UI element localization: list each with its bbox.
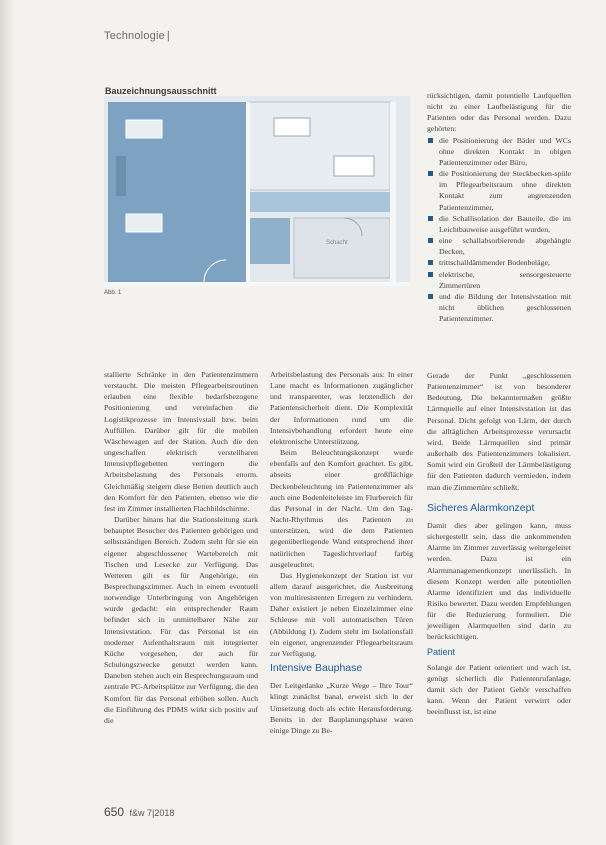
- list-item: die Positionierung der Steckbecken-spüle im Pflegearbeitsraum ohne direkten Kontakt zum angrenzenden Patientenzimmer,: [427, 168, 571, 213]
- bed-left-top: [126, 120, 162, 138]
- section-heading-bauphase: Intensive Bauphase: [270, 662, 363, 675]
- header-section: Technologie: [104, 30, 165, 42]
- text-column-3-top: [427, 90, 571, 324]
- running-header: [104, 30, 172, 42]
- col3-paragraph: Gerade der Punkt „geschlossenen Patientenzimmer“ ist von besonderer Bedeutung. Die bekanntermaßen größte Lärmquelle auf einer Intensivstation ist das Personal. Dicht gefolgt von Lärm, der durch die alltäglichen Arbeitsprozesse verursacht wird. Beide Lärmquellen sind primär außerhalb des Patientenzimmers lokalisiert. Somit wird ein Großteil der Lärmbelästigung für den Patienten dadurch vermieden, indem man die Zimmertüre schließt.: [427, 371, 571, 492]
- list-item: trittschalldämmender Bodenbeläge,: [427, 257, 571, 268]
- wall-center: [246, 102, 250, 282]
- text-column-3-bottom: [427, 370, 571, 718]
- page-footer: [104, 805, 174, 819]
- col2-paragraph: Der Leitgedanke „Kurze Wege – Ihre Tour“ klingt zunächst banal, erweist sich in der Umsetzung doch als echte Herausforderung. Bereits in der Bauplanungsphase waren einige Dinge zu Be-: [270, 681, 413, 735]
- wc-area: [248, 218, 290, 264]
- page-shadow: [0, 0, 14, 845]
- list-item: eine schallabsorbierende abgehängte Decken,: [427, 235, 571, 257]
- patient-room-right: [248, 102, 390, 190]
- bed-right-top: [274, 118, 310, 136]
- col1-paragraph: stallierte Schränke in den Patientenzimmern verstaucht. Die meisten Pflegearbeitsroutinen erlauben eine flexible bedarfsbezogene Positionierung und vereinfachen die Logistikprozesse im Intensivstall bzw. beim Auffüllen. Darüber gilt für die mobilen Wäschewagen auf der Station. Auch die den ungeschaffen elektrisch verstellbaren Intensivpflegebetten verringern die Arbeitsbelastung des Personals enorm. Gleichmäßig steigern diese Betten deutlich auch den Komfort für den Patienten, ebenso wie die fest im Zimmer installierten Flachbildschirme.: [104, 370, 258, 513]
- list-item: die Positionierung der Bäder und WCs ohne direkten Kontakt in obigen Patientenzimmer oder Büro,: [427, 135, 571, 168]
- equipment-left: [116, 156, 126, 196]
- journal-name: f&w 7|2018: [129, 808, 175, 818]
- noise-source-list: [427, 135, 571, 325]
- col3-paragraph: Damit dies aber gelingen kann, muss sichergestellt sein, dass die ankommenden Alarme im Zimmer zuverlässig weitergeleitet werden. Dazu ist ein Alarmmanagementkonzept unerlässlich. In diesem Konzept werden alle potentiellen Alarme identifiziert und das individuelle Risiko bewertet. Dazu werden Empfehlungen für die Reduzierung formuliert. Die jeweiligen Alarmquellen sind darin zu berücksichtigen.: [427, 520, 571, 642]
- header-separator: |: [166, 30, 170, 42]
- shaft-area: [294, 218, 390, 278]
- col2-paragraph: Das Hygienekonzept der Station ist vor allem darauf ausgerichtet, die Ausbreitung von multiresistenten Erregern zu verhindern. Daher existiert je neben Einzelzimmer eine Schleuse mit voll automatischen Türen (Abbildung 1). Zudem steht im Isolationsfall ein eigener, angrenzender Pflegearbeitsraum zur Verfügung.: [270, 570, 413, 658]
- page-number: 650: [104, 805, 125, 819]
- text-column-1: [104, 369, 258, 726]
- bed-left-bottom: [126, 214, 162, 232]
- figure-caption: Abb. 1: [104, 290, 122, 296]
- col2-paragraph: Arbeitsbelastung des Personals aus: In einer Lane macht es Informationen zugänglicher und transparenter, was letztendlich der Patientensicherheit dient. Die Komplexität der Informationen rund um die Intensivbehandlung erfordert heute eine elektronische Unterstützung.: [270, 370, 413, 446]
- list-item: und die Bildung der Intensivstation mit nicht üblichen geschlossenen Patientenzimmer.: [427, 291, 571, 324]
- floor-plan-figure: [104, 96, 410, 286]
- figure-title: Bauzeichnungsausschnitt: [105, 86, 217, 96]
- text-column-2: [270, 369, 413, 736]
- col1-paragraph: Darüber hinaus hat die Stationsleitung stark behauptet Besucher des Patienten gehörigen und selbstständigen Bereich. Zudem steht für sie ein eigener abgeschlossener Wartebereich mit Tischen und Lesecke zur Verfügung. Das Wetteren gilt es für Angehörige, ein Besprechungszimmer. Auch in einem eventuell notwendige Unterbringung von Angehörigen wurde gedacht: ein entsprechender Raum befindet sich in unmittelbarer Nähe zur Intensivstation. Für das Personal ist ein moderner Aufenthaltsraum mit integrierter Küche vorgesehen, der auch für Schulungszwecke genutzt werden kann. Daneben stehen auch ein Besprechungsraum und zentrale PC-Arbeitsplätze zur Verfügung, die den Komfort für das Personal erhöhen sollen. Auch die Einführung des PDMS wirkt sich positiv auf die: [104, 515, 258, 725]
- section-heading-alarm: Sicheres Alarmkonzept: [427, 501, 535, 514]
- floor-plan-drawing: [104, 96, 410, 286]
- col3-intro: rücksichtigen, damit potentielle Laufquellen nicht zu einer Laufbelästigung für die Patienten oder das Personal werden. Dazu gehörten:: [427, 91, 571, 134]
- bed-right-middle: [334, 156, 374, 176]
- label-shaft: Schacht: [326, 240, 348, 246]
- col2-paragraph: Beim Beleuchtungskonzept wurde ebenfalls auf den Komfort geachtet. Es gibt, abseits einer großflächige Deckenbeleuchtung im Patientenzimmer als auch eine Bodenleiteleiste im Flurbereich für das Personal in der Nacht. Um den Tag-Nacht-Rhythmus des Patienten zu unterstützen, wird die dem Patienten gegenüberliegende Wand entsprechend ihrer natürlichen Tageslichtverlauf farbig ausgeleuchtet.: [270, 448, 413, 569]
- wall-bottom: [104, 282, 410, 286]
- wall-right: [390, 102, 396, 282]
- list-item: die Schallisolation der Bauteile, die im Leichtbauweise ausgeführt wurden,: [427, 213, 571, 235]
- subheading-patient: Patient: [427, 646, 456, 657]
- corridor-area: [248, 192, 390, 212]
- list-item: elektrische, sensorgesteuerte Zimmertüren: [427, 269, 571, 291]
- col3-paragraph: Solange der Patient orientiert und wach ist, genügt sicherlich die Patientenrufanlage, damit sich der Patient Gehör verschaffen kann. Wenn der Patient verwirrt oder beeinflusst ist, ist eine: [427, 662, 571, 717]
